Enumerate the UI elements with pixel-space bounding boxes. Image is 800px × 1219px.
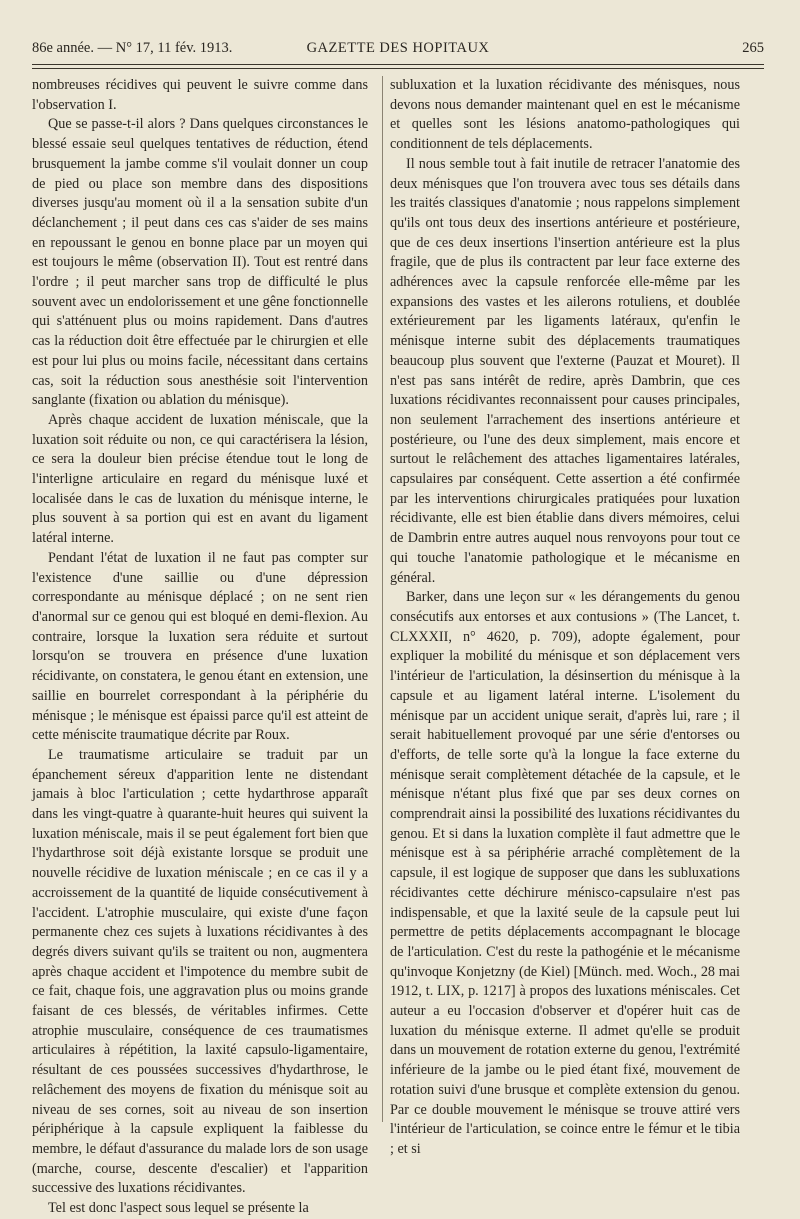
paragraph: Après chaque accident de luxation méniscale, que la luxation soit réduite ou non, ce qui caractérisera la lésion, ce sera la douleur bien précise étendue tout le long de l'interligne articulaire en regard du ménisque luxé et localisée dans le cas de luxation du ménisque interne, le plus souvent à sa portion qui est en avant du ligament latéral interne.	[32, 411, 368, 547]
page-number: 265	[742, 40, 764, 56]
paragraph: subluxation et la luxation récidivante des ménisques, nous devons nous demander maintenant quel en est le mécanisme et quelles sont les lésions anatomo-pathologiques qui conditionnent de tels déplacements.	[390, 77, 740, 153]
paragraph: Barker, dans une leçon sur « les dérangements du genou consécutifs aux entorses et aux contusions » (The Lancet, t. CLXXXII, n° 4620, p. 709), adopte également, pour expliquer la mobilité du ménisque et son déplacement vers l'intérieur de l'articulation, la désinsertion du ménisque à la capsule et au ligament latéral interne. L'isolement du ménisque par un accident unique serait, d'après lui, rare ; il serait habituellement provoqué par une série d'entorses ou d'efforts, de telle sorte qu'à la longue la face externe du ménisque serait complètement détachée de la capsule, et le ménisque n'étant plus fixé que par ses deux cornes on comprendrait ainsi la possibilité des luxations récidivantes du genou. Et si dans la luxation complète il faut admettre que le ménisque est à sa périphérie arraché complètement de la capsule, il est logique de supposer que dans les subluxations récidivantes cette déchirure ménisco-capsulaire n'est pas indispensable, et que la laxité seule de la capsule peut lui permettre de petits déplacements accompagnant le blocage de l'articulation. C'est du reste la pathogénie et le mécanisme qu'invoque Konjetzny (de Kiel) [Münch. med. Woch., 28 mai 1912, t. LIX, p. 1217] à propos des luxations méniscales. Cet auteur a eu l'occasion d'observer et d'opérer huit cas de luxation du ménisque externe. Il admet qu'elle se produit dans un mouvement de rotation externe du genou, l'extrémité inférieure de la jambe ou le pied étant fixé, mouvement de rotation suivi d'une brusque et complète extension du genou. Par ce double mouvement le ménisque se trouve attiré vers l'intérieur de l'articulation, se coince entre le fémur et le tibia ; et si	[390, 589, 740, 1157]
right-column	[390, 76, 740, 1160]
header-rule	[32, 64, 764, 69]
issue-info: 86e année. — N° 17, 11 fév. 1913.	[32, 40, 233, 56]
paragraph: Le traumatisme articulaire se traduit par un épanchement séreux d'apparition lente ne distendant jamais à bloc l'articulation ; cette hydarthrose apparaît dans les vingt-quatre à quarante-huit heures qui suivent la luxation méniscale, mais il se peut également fort bien que l'hydarthrose soit déjà existante lorsque se produit une nouvelle récidive de luxation méniscale ; en ce cas il y a accroissement de la quantité de liquide consécutivement à l'accident. L'atrophie musculaire, qui existe d'une façon permanente chez ces sujets à luxations récidivantes à des degrés divers suivant qu'ils se traitent ou non, augmentera après chaque accident et l'impotence du membre subit de ce fait, chaque fois, une aggravation plus ou moins grande faisant de ces blessés, de véritables infirmes. Cette atrophie musculaire, conséquence de ces traumatismes articulaires à répétition, la laxité capsulo-ligamentaire, résultant de ces poussées successives d'hydarthrose, le relâchement des moyens de fixation du ménisque soit au niveau de ses cornes, soit au niveau de son insertion périphérique à la capsule expliquent la faiblesse du membre, le défaut d'assurance du malade lors de son usage (marche, course, descente d'escalier) et l'apparition successive des luxations récidivantes.	[32, 746, 368, 1197]
paragraph: nombreuses récidives qui peuvent le suivre comme dans l'observation I.	[32, 77, 368, 113]
left-column	[32, 76, 368, 1219]
paragraph: Tel est donc l'aspect sous lequel se présente la	[48, 1200, 309, 1217]
paragraph: Pendant l'état de luxation il ne faut pas compter sur l'existence d'une saillie ou d'une dépression correspondante au ménisque déplacé ; on ne sent rien d'anormal sur ce genou qui est bloqué en demi-flexion. Au contraire, lorsque la luxation sera réduite et surtout lorsqu'on se trouvera en présence d'une luxation récidivante, on constatera, le genou étant en extension, une saillie en bourrelet correspondant à la périphérie du ménisque ; le ménisque est épaissi parce qu'il est atteint de cette méniscite traumatique décrite par Roux.	[32, 549, 368, 744]
paragraph: Que se passe-t-il alors ? Dans quelques circonstances le blessé essaie seul quelques tentatives de réduction, étend brusquement la jambe comme s'il voulait donner un coup de pied ou place son membre dans des dispositions diverses jusqu'au moment où il a la sensation subite d'un déclanchement ; il peut dans ces cas s'aider de ses mains en repoussant le genou en bonne place par un moyen qui est toujours le même (observation II). Tout est rentré dans l'ordre ; il peut marcher sans trop de difficulté le plus souvent avec un endolorissement et une gêne fonctionnelle qui s'atténuent plus ou moins rapidement. Dans d'autres cas la réduction doit être effectuée par le chirurgien et elle est pour lui plus ou moins facile, nécessitant dans certains cas, soit la réduction sous anesthésie soit l'intervention sanglante (fixation ou ablation du ménisque).	[32, 116, 368, 409]
column-divider	[382, 76, 383, 1122]
paragraph: Il nous semble tout à fait inutile de retracer l'anatomie des deux ménisques que l'on trouvera avec tous ses détails dans les traités classiques d'anatomie ; nous rappelons simplement qu'ils ont tous deux des insertions antérieure et postérieure, que de ces deux insertions l'insertion antérieure est la plus fragile, que de plus ils contractent par leur face externe des adhérences avec la capsule renforcée elle-même par les expansions des vastes et les ailerons rotuliens, et doublée extérieurement par les ligaments latéraux, qu'enfin le ménisque interne subit des déplacements traumatiques beaucoup plus souvent que l'externe (Pauzat et Mouret). Il n'est pas sans intérêt de redire, après Dambrin, que ces luxations récidivantes reconnaissent pour causes principales, non seulement l'arrachement des insertions antérieure et postérieure, ou l'une des deux simplement, mais encore et surtout le relâchement des attaches ligamentaires latérales, capsulaires par conséquent. Cette assertion a été confirmée par les interventions chirurgicales pratiquées pour luxation récidivante, elle est bien établie dans divers mémoires, celui de Dambrin entre autres auquel nous renvoyons pour tout ce qui touche l'anatomie pathologique et le mécanisme en général.	[390, 155, 740, 586]
journal-title: GAZETTE DES HOPITAUX	[306, 40, 490, 56]
page-header	[32, 40, 764, 64]
